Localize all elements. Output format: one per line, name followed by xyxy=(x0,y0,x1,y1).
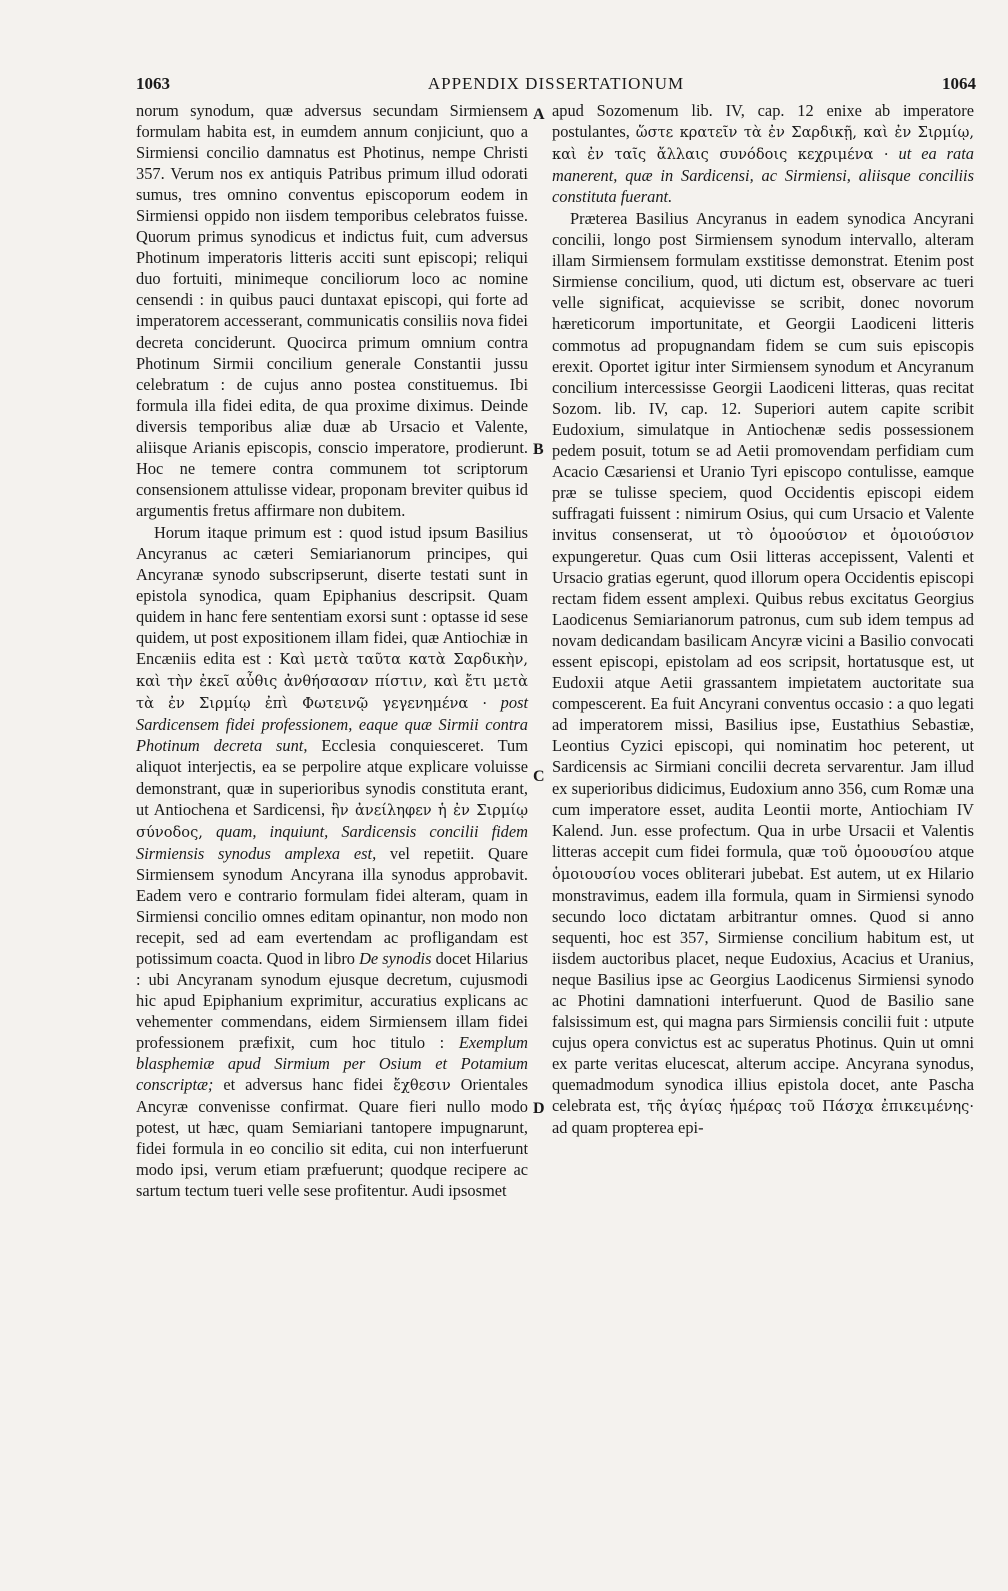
italic-title-quote: Exemplum blasphemiæ apud Sirmium per Osium et Potamium conscriptæ; xyxy=(136,1033,528,1095)
italic-book-title: De synodis xyxy=(359,948,432,968)
page-number-left: 1063 xyxy=(136,74,170,93)
running-header xyxy=(136,74,976,98)
text-run: expungeretur. Quas cum Osii litteras accepissent, Valenti et Ursacio gratias egerunt, quod illorum opera Occidentis episcopi rectam fidem essent amplexi. Quibus rebus excitatus Georgius Laodicenus Semiarianorum patronus, cum sub idem tempus ad novam dedicandam basilicam Ancyræ vicini a Basilio convocati essent episcopi, epistolam ad eos scripsit, hortatusque est, ut Eudoxii atque Aetii grassantem impietatem auctoritate sua compescerent. Ea fuit Ancyrani conventus occasio : a quo legati ad imperatorem missi, Basilius ipse, Eustathius Sebastiæ, Leontius Cyzici episcopi, qui nominatim hoc peterent, ut Sardicensis ac Sirmiani concilii decreta servarentur. Jam illud ex superioribus didicimus, Eudoxium anno 356, cum Romæ una cum imperatore esset, audita Leontii morte, Antiochiam IV Kalend. Jun. esse profectum. Qua in urbe Ursacii et Valentis litteras accepit cum fidei formula, quæ xyxy=(552,546,974,861)
greek-word: τοῦ ὁμοουσίου xyxy=(821,843,933,861)
text-run: apud Sozomenum lib. IV, cap. 12 enixe ab imperatore postulantes, xyxy=(552,101,974,142)
text-run: voces obliterari jubebat. Est autem, ut ex Hilario monstravimus, eadem illa formula, quam in Sirmiensi synodo secundo loco dictatam arbitrantur omnes. Quod si anno sequenti, hoc est 357, Sirmiense concilium habitum est, ut iisdem auctoribus placet, neque Eudoxius, Acacius et Uranius, neque Basilius ipse ac Georgius Laodicenus Sirmiensi synodo ac Photini damnationi interfuerunt. Quod de Basilio sane falsissimum est, qui magna pars Sirmiensis concilii fuit : utpute cujus opera convictus est ac superatus Photinus. Quin ut omni ex parte veritas elucescat, alterum accipe. Ancyrana synodus, quemadmodum synodica illius epistola docet, ante Pascha celebrata est, xyxy=(552,863,974,1116)
right-column xyxy=(552,100,974,1138)
margin-marker-a: A xyxy=(533,106,545,123)
text-run: ad quam propterea epi- xyxy=(552,1118,704,1138)
greek-word: ὁμοιουσίου xyxy=(552,865,636,883)
greek-quote: τῆς ἁγίας ἡμέρας τοῦ Πάσχα ἐπικειμένης· xyxy=(647,1098,974,1116)
greek-quote: ἣν ἀνείληφεν ἡ ἐν Σιρμίῳ σύνοδος, xyxy=(136,801,528,841)
text-run: et adversus hanc fidei xyxy=(223,1075,384,1095)
page-number-right: 1064 xyxy=(942,74,976,93)
greek-word: ἔχθεσιν xyxy=(393,1077,451,1095)
text-run: vel repetiit. Quare Sirmiensem synodum Ancyrana illa synodus approbavit. Eadem vero e contrario formulam fidei alteram, quam in Sirmiensi concilio omnes editam opinantur, non modo non recepit, sed ad eam evertendam ac profligandam est potissimum coacta. Quod in libro xyxy=(136,843,528,968)
italic-translation: post Sardicensem fidei professionem, eaque quæ Sirmii contra Photinum decreta sunt, xyxy=(136,693,528,756)
italic-translation: ut ea rata manerent, quæ in Sardicensi, ac Sirmiensi, aliisque conciliis constituta fuerant. xyxy=(552,144,974,207)
greek-word: ὁμοιούσιον xyxy=(890,526,974,544)
right-paragraph-2 xyxy=(552,208,974,1138)
margin-marker-c: C xyxy=(533,768,545,785)
text-run: et xyxy=(862,524,875,544)
left-paragraph-2 xyxy=(136,522,528,1202)
text-run: Præterea Basilius Ancyranus in eadem synodica Ancyrani concilii, longo post Sirmiensem synodum intervallo, alteram illam Sirmiensem formulam exstitisse demonstrat. Etenim post Sirmiense concilium, quod, uti dictum est, observare ac tueri velle significat, acquievisse se scribit, donec novorum hæreticorum importunitate, et Georgii Laodiceni litteris commotus ad propugnandam fidem se cum suis episcopis erexit. Oportet igitur inter Sirmiensem synodum et Ancyranum concilium intercessisse Georgii Laodiceni litteras, quas recitat Sozom. lib. IV, cap. 12. Superiori autem capite scribit Eudoxium, simulatque in Antiochenæ sedis possessionem pedem posuit, totum se ad Aetii promovendam perfidiam cum Acacio Cæsariensi et Uranio Tyri episcopo contulisse, eamque præ se tulisse speciem, quod Occidentis episcopi eidem suffragati fuissent : nimirum Osius, qui cum Ursacio et Valente invitus consenserat, ut xyxy=(552,209,974,544)
text-run: atque xyxy=(938,841,974,861)
greek-word: τὸ ὁμοούσιον xyxy=(736,526,848,544)
greek-quote: Καὶ μετὰ ταῦτα κατὰ Σαρδικὴν, καὶ τὴν ἐκεῖ αὖθις ἀνθήσασαν πίστιν, καὶ ἔτι μετὰ τὰ ἐν Σιρμίῳ ἐπὶ Φωτεινῷ γεγενημένα · xyxy=(136,651,528,713)
text-run: Horum itaque primum est : quod istud ipsum Basilius Ancyranus ac cæteri Semiarianorum principes, qui Ancyranæ synodo subscripserunt, diserte testati sunt in epistola synodica, quam Epiphanius descripsit. Quam quidem in hanc fere sententiam exorsi sunt : optasse id sese quidem, ut post expositionem illam fidei, quæ Antiochiæ in Encæniis edita est : xyxy=(136,522,528,669)
running-title: APPENDIX DISSERTATIONUM xyxy=(427,74,685,93)
italic-translation: quam, inquiunt, Sardicensis concilii fidem Sirmiensis synodus amplexa est, xyxy=(136,821,528,863)
left-paragraph-1: norum synodum, quæ adversus secundam Sirmiensem formulam habita est, in eumdem annum conjiciunt, quo a Sirmiensi concilio damnatus est Photinus, nempe Christi 357. Verum nos ex antiquis Patribus primum illud odorati sumus, tres omnino conventus episcoporum eodem in Sirmiensi oppido non iisdem temporibus celebratos fuisse. Quorum primus synodicus et indictus fuit, cum adversus Photinum imperatoris litteris acciti sunt episcopi; reliqui duo fortuiti, minimeque conciliorum loco ac nomine censendi : in quibus pauci duntaxat episcopi, qui forte ad imperatorem accesserant, communicatis consiliis nova fidei decreta conciderunt. Quocirca primum omnium contra Photinum Sirmii concilium generale Constantii jussu celebratum : de cujus anno postea constituemus. Ibi formula illa fidei edita, de qua proxime diximus. Deinde diversis temporibus aliæ duæ ab Ursacio et Valente, aliisque Arianis episcopis, conscio imperatore, prodierunt. Hoc ne temere contra communem tot scriptorum consensionem attulisse videar, proponam breviter quibus id argumentis fretus affirmare non dubitem. xyxy=(136,101,528,520)
text-run: docet Hilarius : ubi Ancyranam synodum ejusque decretum, cujusmodi hic apud Epiphanium exprimitur, accuratius explicans ac vehementer commendans, eidem Sirmiensem illam fidei professionem præfixit, cum hoc titulo : xyxy=(136,948,528,1053)
right-paragraph-1 xyxy=(552,100,974,207)
margin-marker-b: B xyxy=(533,441,544,458)
text-run: Ecclesia conquiesceret. Tum aliquot interjectis, ea se perpolire atque explicare voluisse demonstrant, quæ in superioribus synodis constituta erant, ut Antiochena et Sardicensi, xyxy=(136,736,528,819)
margin-marker-d: D xyxy=(533,1100,545,1117)
left-column xyxy=(136,100,528,1201)
greek-quote: ὥστε κρατεῖν τὰ ἐν Σαρδικῇ, καὶ ἐν Σιρμίῳ, καὶ ἐν ταῖς ἄλλαις συνόδοις κεχριμένα · xyxy=(552,124,974,164)
text-run: Orientales Ancyræ convenisse confirmat. Quare fieri nullo modo potest, ut hæc, quam Semiariani tantopere impugnarunt, fidei formula in eo concilio sit edita, cui non interfuerunt modo ipsi, verum etiam præfuerunt; quodque recipere ac sartum tectum tueri velle sese profitentur. Audi ipsosmet xyxy=(136,1075,528,1201)
